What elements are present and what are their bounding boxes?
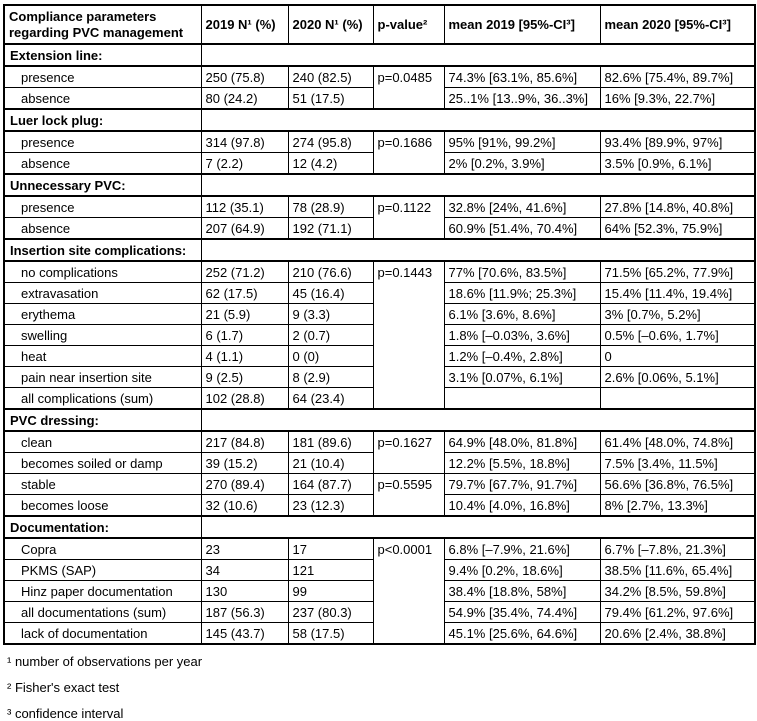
row-label: swelling [4, 325, 201, 346]
cell-n-2019: 112 (35.1) [201, 196, 288, 218]
cell-n-2019: 252 (71.2) [201, 261, 288, 283]
cell-n-2019: 21 (5.9) [201, 304, 288, 325]
table-row [4, 261, 755, 283]
cell-n-2020: 78 (28.9) [288, 196, 373, 218]
cell-mean-2020: 15.4% [11.4%, 19.4%] [600, 283, 755, 304]
section-spacer [201, 239, 755, 261]
cell-p-value: p=0.1686 [373, 131, 444, 174]
cell-n-2020: 12 (4.2) [288, 153, 373, 175]
section-title: PVC dressing: [4, 409, 201, 431]
row-label: becomes loose [4, 495, 201, 517]
cell-n-2020: 237 (80.3) [288, 602, 373, 623]
cell-n-2020: 240 (82.5) [288, 66, 373, 88]
cell-n-2019: 23 [201, 538, 288, 560]
cell-n-2019: 270 (89.4) [201, 474, 288, 495]
header-2020-n: 2020 N¹ (%) [288, 5, 373, 44]
table-row [4, 196, 755, 218]
row-label: Hinz paper documentation [4, 581, 201, 602]
row-label: stable [4, 474, 201, 495]
row-label: erythema [4, 304, 201, 325]
footnote-confidence-interval: ³ confidence interval [7, 706, 124, 721]
cell-mean-2019: 1.2% [–0.4%, 2.8%] [444, 346, 600, 367]
cell-mean-2019 [444, 388, 600, 410]
cell-n-2020: 99 [288, 581, 373, 602]
footnote-observations-per-year: ¹ number of observations per year [7, 654, 203, 669]
cell-mean-2019: 12.2% [5.5%, 18.8%] [444, 453, 600, 474]
cell-mean-2019: 77% [70.6%, 83.5%] [444, 261, 600, 283]
cell-n-2020: 9 (3.3) [288, 304, 373, 325]
cell-mean-2019: 2% [0.2%, 3.9%] [444, 153, 600, 175]
cell-mean-2020: 20.6% [2.4%, 38.8%] [600, 623, 755, 645]
header-mean-2020: mean 2020 [95%-CI³] [600, 5, 755, 44]
cell-mean-2020: 27.8% [14.8%, 40.8%] [600, 196, 755, 218]
section-title: Unnecessary PVC: [4, 174, 201, 196]
cell-n-2020: 210 (76.6) [288, 261, 373, 283]
cell-n-2020: 17 [288, 538, 373, 560]
cell-mean-2019: 60.9% [51.4%, 70.4%] [444, 218, 600, 240]
cell-n-2019: 9 (2.5) [201, 367, 288, 388]
cell-n-2020: 164 (87.7) [288, 474, 373, 495]
section-title: Insertion site complications: [4, 239, 201, 261]
cell-p-value: p=0.0485 [373, 66, 444, 109]
cell-mean-2019: 38.4% [18.8%, 58%] [444, 581, 600, 602]
footnote-fishers-exact-test: ² Fisher's exact test [7, 680, 120, 695]
cell-mean-2020: 64% [52.3%, 75.9%] [600, 218, 755, 240]
section-row [4, 239, 755, 261]
cell-n-2019: 7 (2.2) [201, 153, 288, 175]
section-title: Documentation: [4, 516, 201, 538]
cell-mean-2020: 8% [2.7%, 13.3%] [600, 495, 755, 517]
cell-n-2020: 192 (71.1) [288, 218, 373, 240]
cell-mean-2020: 34.2% [8.5%, 59.8%] [600, 581, 755, 602]
section-row [4, 409, 755, 431]
section-spacer [201, 516, 755, 538]
cell-mean-2019: 45.1% [25.6%, 64.6%] [444, 623, 600, 645]
table-row [4, 474, 755, 495]
row-label: pain near insertion site [4, 367, 201, 388]
cell-n-2019: 250 (75.8) [201, 66, 288, 88]
cell-n-2020: 121 [288, 560, 373, 581]
section-row [4, 109, 755, 131]
cell-n-2019: 102 (28.8) [201, 388, 288, 410]
cell-n-2019: 217 (84.8) [201, 431, 288, 453]
row-label: Copra [4, 538, 201, 560]
cell-n-2019: 145 (43.7) [201, 623, 288, 645]
row-label: presence [4, 196, 201, 218]
cell-n-2019: 80 (24.2) [201, 88, 288, 110]
cell-n-2019: 187 (56.3) [201, 602, 288, 623]
cell-n-2019: 32 (10.6) [201, 495, 288, 517]
cell-n-2019: 6 (1.7) [201, 325, 288, 346]
cell-n-2019: 39 (15.2) [201, 453, 288, 474]
cell-n-2019: 130 [201, 581, 288, 602]
cell-mean-2020: 61.4% [48.0%, 74.8%] [600, 431, 755, 453]
cell-n-2019: 314 (97.8) [201, 131, 288, 153]
cell-mean-2020: 38.5% [11.6%, 65.4%] [600, 560, 755, 581]
header-row [4, 5, 755, 44]
cell-n-2020: 0 (0) [288, 346, 373, 367]
cell-mean-2020: 82.6% [75.4%, 89.7%] [600, 66, 755, 88]
table-row [4, 431, 755, 453]
cell-mean-2020 [600, 388, 755, 410]
header-2019-n: 2019 N¹ (%) [201, 5, 288, 44]
cell-p-value: p=0.1122 [373, 196, 444, 239]
cell-mean-2020: 93.4% [89.9%, 97%] [600, 131, 755, 153]
cell-p-value: p=0.5595 [373, 474, 444, 517]
section-title: Luer lock plug: [4, 109, 201, 131]
section-row [4, 174, 755, 196]
cell-mean-2020: 3% [0.7%, 5.2%] [600, 304, 755, 325]
cell-mean-2019: 9.4% [0.2%, 18.6%] [444, 560, 600, 581]
cell-mean-2020: 71.5% [65.2%, 77.9%] [600, 261, 755, 283]
row-label: presence [4, 131, 201, 153]
row-label: lack of documentation [4, 623, 201, 645]
cell-n-2020: 8 (2.9) [288, 367, 373, 388]
section-spacer [201, 109, 755, 131]
table-header [4, 5, 755, 44]
cell-mean-2019: 64.9% [48.0%, 81.8%] [444, 431, 600, 453]
cell-mean-2019: 74.3% [63.1%, 85.6%] [444, 66, 600, 88]
table-body [4, 44, 755, 644]
cell-mean-2019: 3.1% [0.07%, 6.1%] [444, 367, 600, 388]
row-label: all documentations (sum) [4, 602, 201, 623]
row-label: absence [4, 153, 201, 175]
row-label: heat [4, 346, 201, 367]
table-row [4, 131, 755, 153]
cell-mean-2019: 54.9% [35.4%, 74.4%] [444, 602, 600, 623]
cell-n-2019: 34 [201, 560, 288, 581]
cell-mean-2020: 7.5% [3.4%, 11.5%] [600, 453, 755, 474]
cell-p-value: p=0.1627 [373, 431, 444, 474]
cell-n-2020: 51 (17.5) [288, 88, 373, 110]
section-title: Extension line: [4, 44, 201, 66]
cell-n-2020: 2 (0.7) [288, 325, 373, 346]
cell-mean-2019: 32.8% [24%, 41.6%] [444, 196, 600, 218]
cell-n-2019: 207 (64.9) [201, 218, 288, 240]
cell-n-2020: 23 (12.3) [288, 495, 373, 517]
cell-mean-2019: 18.6% [11.9%; 25.3%] [444, 283, 600, 304]
cell-n-2019: 4 (1.1) [201, 346, 288, 367]
cell-n-2020: 58 (17.5) [288, 623, 373, 645]
cell-mean-2020: 79.4% [61.2%, 97.6%] [600, 602, 755, 623]
table-row [4, 538, 755, 560]
header-p-value: p-value² [373, 5, 444, 44]
row-label: PKMS (SAP) [4, 560, 201, 581]
cell-mean-2019: 95% [91%, 99.2%] [444, 131, 600, 153]
row-label: extravasation [4, 283, 201, 304]
row-label: absence [4, 88, 201, 110]
header-compliance-parameters: Compliance parameters regarding PVC management [4, 5, 201, 44]
compliance-table [3, 4, 756, 645]
header-mean-2019: mean 2019 [95%-CI³] [444, 5, 600, 44]
row-label: becomes soiled or damp [4, 453, 201, 474]
cell-mean-2019: 6.1% [3.6%, 8.6%] [444, 304, 600, 325]
cell-mean-2020: 0.5% [–0.6%, 1.7%] [600, 325, 755, 346]
row-label: absence [4, 218, 201, 240]
cell-mean-2019: 10.4% [4.0%, 16.8%] [444, 495, 600, 517]
row-label: presence [4, 66, 201, 88]
cell-mean-2019: 6.8% [–7.9%, 21.6%] [444, 538, 600, 560]
cell-n-2020: 64 (23.4) [288, 388, 373, 410]
section-spacer [201, 44, 755, 66]
row-label: clean [4, 431, 201, 453]
section-row [4, 44, 755, 66]
cell-n-2020: 21 (10.4) [288, 453, 373, 474]
cell-n-2020: 274 (95.8) [288, 131, 373, 153]
section-spacer [201, 174, 755, 196]
cell-mean-2020: 3.5% [0.9%, 6.1%] [600, 153, 755, 175]
cell-mean-2020: 16% [9.3%, 22.7%] [600, 88, 755, 110]
cell-mean-2020: 6.7% [–7.8%, 21.3%] [600, 538, 755, 560]
cell-n-2020: 181 (89.6) [288, 431, 373, 453]
cell-mean-2019: 79.7% [67.7%, 91.7%] [444, 474, 600, 495]
row-label: all complications (sum) [4, 388, 201, 410]
cell-p-value: p<0.0001 [373, 538, 444, 644]
cell-mean-2019: 1.8% [–0.03%, 3.6%] [444, 325, 600, 346]
cell-mean-2020: 0 [600, 346, 755, 367]
section-spacer [201, 409, 755, 431]
cell-p-value: p=0.1443 [373, 261, 444, 409]
section-row [4, 516, 755, 538]
cell-mean-2020: 2.6% [0.06%, 5.1%] [600, 367, 755, 388]
cell-mean-2019: 25..1% [13..9%, 36..3%] [444, 88, 600, 110]
footnotes [3, 654, 754, 721]
cell-mean-2020: 56.6% [36.8%, 76.5%] [600, 474, 755, 495]
row-label: no complications [4, 261, 201, 283]
table-row [4, 66, 755, 88]
cell-n-2019: 62 (17.5) [201, 283, 288, 304]
cell-n-2020: 45 (16.4) [288, 283, 373, 304]
